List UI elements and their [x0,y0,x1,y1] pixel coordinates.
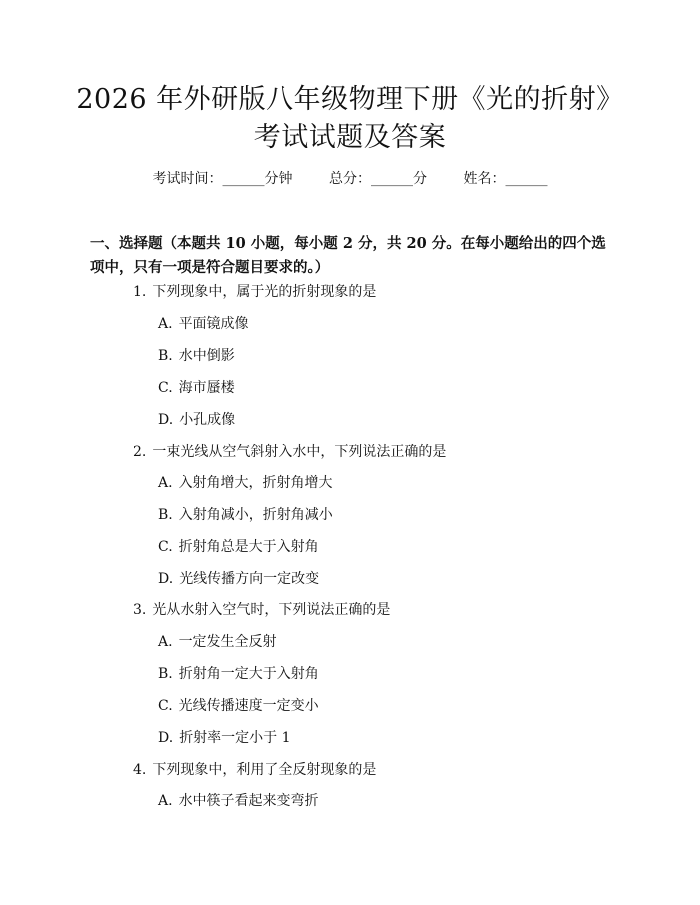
page-title: 2026 年外研版八年级物理下册《光的折射》 [76,84,624,115]
option-item [158,506,333,524]
option-letter: C. [158,698,173,714]
question-item [133,443,446,461]
option-text: 入射角增大，折射角增大 [178,475,333,491]
option-text: 平面镜成像 [178,316,249,332]
option-text: 入射角减小，折射角减小 [178,507,333,523]
question-item [133,283,376,301]
option-letter: B. [158,666,173,682]
option-item [158,792,319,810]
option-item [158,347,235,365]
option-letter: D. [158,412,174,428]
option-text: 光线传播方向一定改变 [179,571,320,587]
option-letter: A. [158,475,173,491]
total-score-field: 总分：______分 [329,171,427,187]
exam-time-field: 考试时间：______分钟 [152,171,293,187]
option-item [158,411,235,429]
option-item [158,697,319,715]
option-item [158,729,291,747]
student-name-field: 姓名：______ [463,171,548,187]
option-letter: A. [158,316,173,332]
option-letter: D. [158,730,174,746]
option-item [158,570,319,588]
option-letter: B. [158,507,173,523]
option-text: 水中筷子看起来变弯折 [178,793,319,809]
option-item [158,633,277,651]
option-text: 海市蜃楼 [178,380,235,396]
option-item [158,379,235,397]
page-subtitle: 考试试题及答案 [253,122,447,153]
question-item [133,761,376,779]
option-letter: C. [158,380,173,396]
question-item [133,601,390,619]
question-text: 下列现象中，利用了全反射现象的是 [152,762,377,778]
option-letter: D. [158,571,174,587]
option-item [158,538,319,556]
option-text: 折射角一定大于入射角 [178,666,319,682]
question-number: 4. [133,762,147,778]
option-letter: A. [158,634,173,650]
question-number: 1. [133,284,147,300]
option-letter: C. [158,539,173,555]
option-text: 水中倒影 [178,348,235,364]
option-text: 折射率一定小于 1 [179,730,291,746]
option-text: 一定发生全反射 [178,634,277,650]
question-text: 一束光线从空气斜射入水中，下列说法正确的是 [152,444,447,460]
question-number: 2. [133,444,147,460]
option-item [158,474,333,492]
option-item [158,315,249,333]
question-text: 光从水射入空气时，下列说法正确的是 [152,602,391,618]
option-text: 折射角总是大于入射角 [178,539,319,555]
option-text: 小孔成像 [179,412,236,428]
option-letter: B. [158,348,173,364]
option-text: 光线传播速度一定变小 [178,698,319,714]
option-item [158,665,319,683]
option-letter: A. [158,793,173,809]
exam-meta [0,170,700,188]
question-number: 3. [133,602,147,618]
section-heading: 一、选择题（本题共 10 小题，每小题 2 分，共 20 分。在每小题给出的四个选项中，只有一项是符合题目要求的。） [90,235,606,276]
question-text: 下列现象中，属于光的折射现象的是 [152,284,377,300]
